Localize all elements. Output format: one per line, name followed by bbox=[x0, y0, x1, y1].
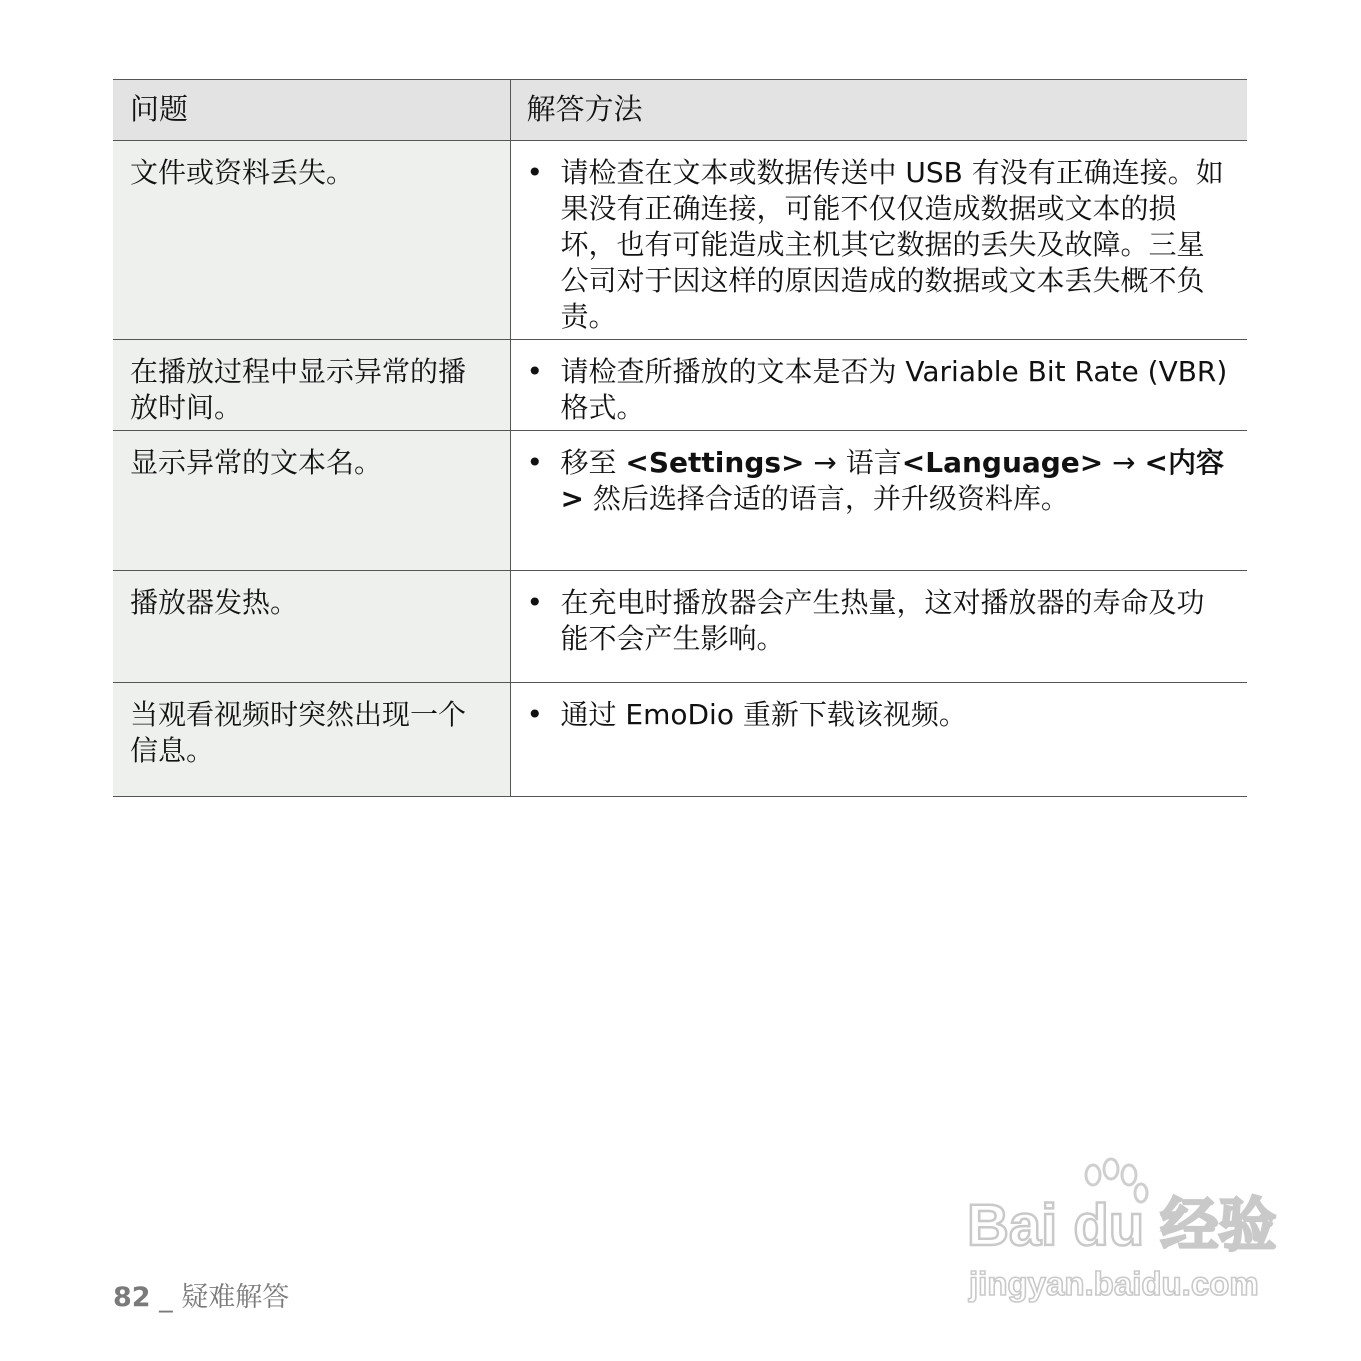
footer-separator: _ bbox=[150, 1282, 182, 1313]
problem-cell: 显示异常的文本名。 bbox=[113, 431, 510, 571]
solution-cell bbox=[510, 431, 1247, 571]
page-footer bbox=[113, 1275, 289, 1314]
solution-cell bbox=[510, 340, 1247, 431]
section-title: 疑难解答 bbox=[181, 1282, 290, 1313]
table-header-row bbox=[113, 80, 1247, 141]
watermark-url: jingyan.baidu.com bbox=[969, 1265, 1259, 1302]
solution-text bbox=[561, 445, 1230, 517]
table-row bbox=[113, 141, 1247, 340]
solution-text: 通过 EmoDio 重新下载该视频。 bbox=[560, 698, 967, 731]
solution-text-pre: 移至 bbox=[560, 446, 626, 479]
troubleshooting-table bbox=[113, 79, 1247, 797]
language-keyword: <Language> bbox=[901, 446, 1104, 479]
solution-text: 请检查在文本或数据传送中 USB 有没有正确连接。如果没有正确连接，可能不仅仅造成数据或文本的损坏，也有可能造成主机其它数据的丢失及故障。三星公司对于因这样的原因造成的数据或文本丢失概不负责。 bbox=[560, 156, 1224, 333]
solution-cell bbox=[510, 571, 1247, 683]
arrow-text-2: → bbox=[1103, 446, 1145, 479]
bullet: • bbox=[526, 355, 544, 388]
bullet: • bbox=[526, 156, 544, 189]
bullet: • bbox=[526, 446, 544, 479]
arrow-text-1: → 语言 bbox=[804, 446, 902, 479]
problem-cell: 文件或资料丢失。 bbox=[113, 141, 510, 340]
solution-cell bbox=[510, 141, 1247, 340]
solution-cell bbox=[510, 683, 1247, 797]
problem-cell: 播放器发热。 bbox=[113, 571, 510, 683]
problem-cell: 当观看视频时突然出现一个信息。 bbox=[113, 683, 510, 797]
table-row bbox=[113, 683, 1247, 797]
bullet: • bbox=[526, 698, 544, 731]
page-number: 82 bbox=[113, 1282, 151, 1313]
baidu-jingyan-watermark bbox=[965, 1155, 1280, 1305]
header-problem: 问题 bbox=[113, 80, 510, 141]
table-row bbox=[113, 340, 1247, 431]
watermark-brand: Bai du 经验 bbox=[967, 1193, 1277, 1258]
solution-text-post: 然后选择合适的语言，并升级资料库。 bbox=[583, 482, 1069, 515]
table-row bbox=[113, 571, 1247, 683]
solution-text: 请检查所播放的文本是否为 Variable Bit Rate (VBR) 格式。 bbox=[560, 355, 1228, 424]
bullet: • bbox=[526, 586, 544, 619]
settings-keyword: <Settings> bbox=[625, 446, 805, 479]
content-keyword: <内容> bbox=[560, 446, 1224, 515]
header-solution: 解答方法 bbox=[510, 80, 1247, 141]
problem-cell: 在播放过程中显示异常的播放时间。 bbox=[113, 340, 510, 431]
table-row bbox=[113, 431, 1247, 571]
solution-text: 在充电时播放器会产生热量，这对播放器的寿命及功能不会产生影响。 bbox=[560, 586, 1205, 655]
